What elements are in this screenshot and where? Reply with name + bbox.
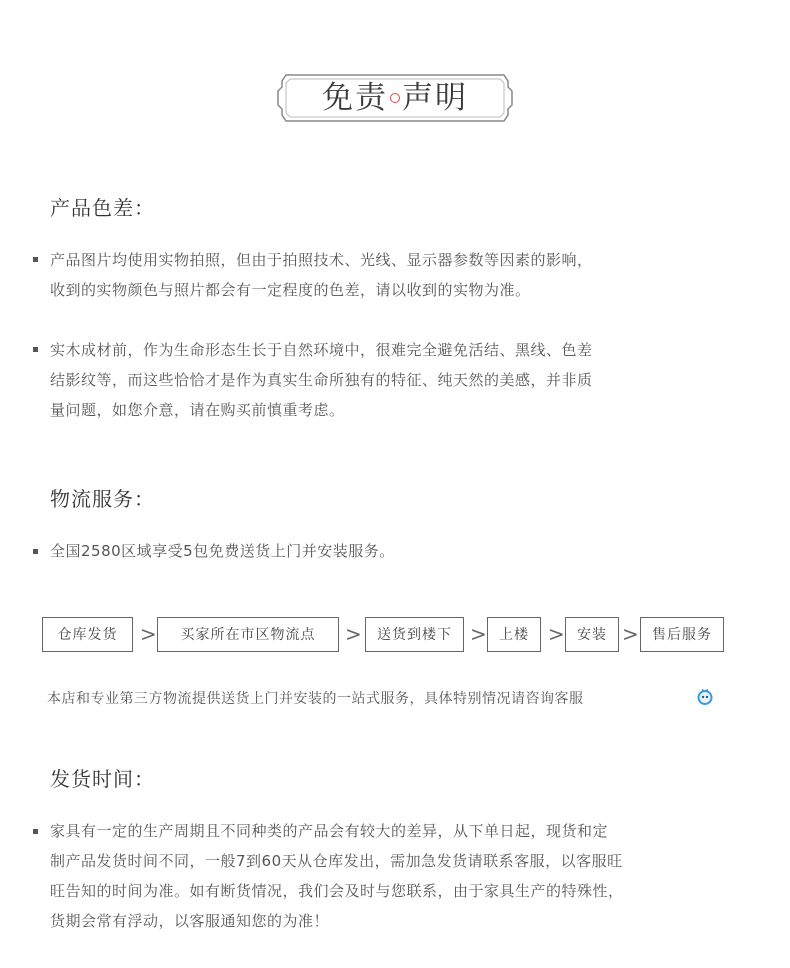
text-line: 实木成材前，作为生命形态生长于自然环境中，很难完全避免活结、黑线、色差 (50, 341, 593, 359)
flow-step-install: 安装 (565, 617, 619, 652)
color-item-1 (50, 245, 755, 305)
flow-arrow: > (548, 622, 565, 646)
logistics-item: 全国2580区域享受5包免费送货上门并安装服务。 (50, 542, 395, 560)
text-line: 制产品发货时间不同，一般7到60天从仓库发出，需加急发货请联系客服，以客服旺 (50, 852, 623, 870)
heading-logistics: 物流服务： (50, 487, 155, 511)
text-line: 收到的实物颜色与照片都会有一定程度的色差，请以收到的实物为准。 (50, 281, 531, 299)
text-line: 货期会常有浮动，以客服通知您的为准！ (50, 912, 330, 930)
flow-step-local-point: 买家所在市区物流点 (157, 617, 339, 652)
title-plaque (276, 73, 514, 123)
bullet (33, 347, 38, 352)
page-title (276, 79, 514, 117)
flow-arrow: > (140, 622, 157, 646)
logistics-note: 本店和专业第三方物流提供送货上门并安装的一站式服务，具体特别情况请咨询客服 (47, 691, 584, 707)
flow-arrow: > (345, 622, 362, 646)
text-line: 结影纹等，而这些恰恰才是作为真实生命所独有的特征、纯天然的美感，并非质 (50, 371, 593, 389)
text-line: 量问题，如您介意，请在购买前慎重考虑。 (50, 401, 345, 419)
text-line: 家具有一定的生产周期且不同种类的产品会有较大的差异，从下单日起，现货和定 (50, 822, 609, 840)
flow-step-downstairs: 送货到楼下 (365, 617, 464, 652)
title-dot (390, 93, 400, 103)
text-line: 旺告知的时间为准。如有断货情况，我们会及时与您联系，由于家具生产的特殊性， (50, 882, 624, 900)
flow-step-upstairs: 上楼 (487, 617, 541, 652)
bullet (33, 257, 38, 262)
title-right: 声明 (402, 80, 468, 116)
customer-service-icon[interactable] (696, 688, 714, 706)
bullet (33, 549, 38, 554)
heading-color-difference: 产品色差： (50, 196, 155, 220)
heading-shipping-time: 发货时间： (50, 767, 155, 791)
flow-arrow: > (622, 622, 639, 646)
flow-arrow: > (470, 622, 487, 646)
color-item-2 (50, 335, 755, 425)
shipping-item (50, 816, 770, 936)
flow-step-warehouse: 仓库发货 (42, 617, 133, 652)
flow-step-after-sales: 售后服务 (640, 617, 724, 652)
text-line: 产品图片均使用实物拍照，但由于拍照技术、光线、显示器参数等因素的影响， (50, 251, 593, 269)
bullet (33, 829, 38, 834)
title-left: 免责 (322, 80, 388, 116)
